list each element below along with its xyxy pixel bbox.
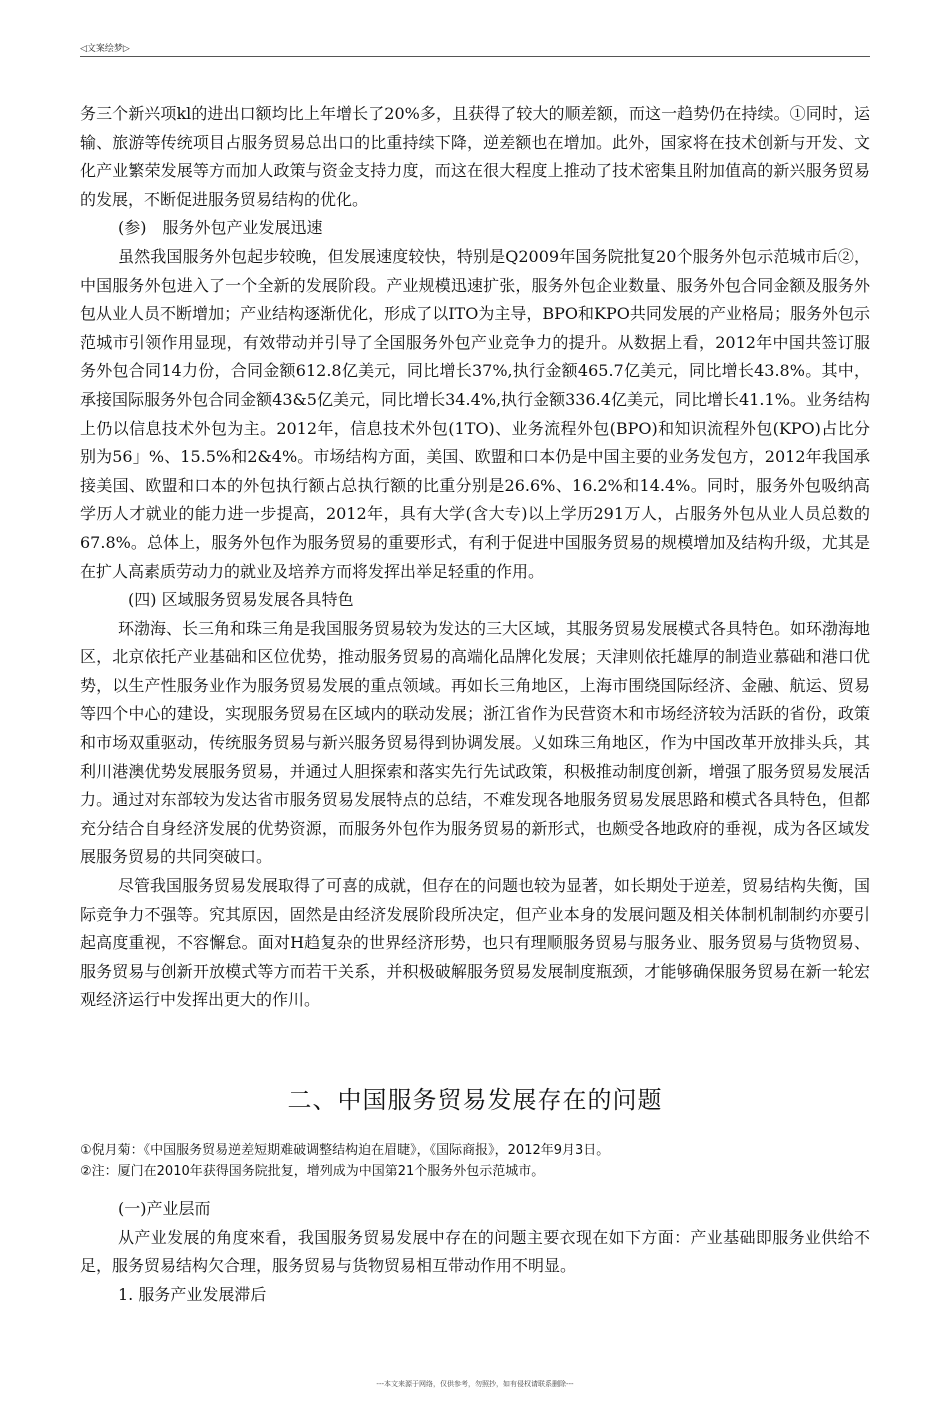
footnote-2: ②注：厦门在2010年获得国务院批复，增列成为中国第21个服务外包示范城市。 xyxy=(80,1164,545,1179)
header-text: ◁文案绘梦▷ xyxy=(80,44,130,54)
body-text xyxy=(80,100,870,1015)
paragraph-regional: 环渤海、长三角和珠三角是我国服务贸易较为发达的三大区域，其服务贸易发展模式各具特色。如环渤海地区，北京依托产业基础和区位优势，推动服务贸易的高端化品牌化发展；天津则依托雄厚的制造业慕础和港口优势，以生产性服务业作为服务贸易发展的重点领域。再如长三角地区，上海市围绕国际经济、金融、航运、贸易等四个中心的建设，实现服务贸易在区域内的联动发展；浙江省作为民营资木和市场经济较为活跃的省份，政策和市场双重驱动，传统服务贸易与新兴服务贸易得到协调发展。乂如珠三角地区，作为中国改革开放排头兵，其利川港澳优势发展服务贸易，并通过人胆探索和落实先行先试政策，积极推动制度创新，增强了服务贸易发展活力。通过对东部较为发达省市服务贸易发展特点的总结，不难发现各地服务贸易发展思路和模式各具特色，但都充分结合自身经济发展的优势资源，而服务外包作为服务贸易的新形式，也颇受各地政府的垂视，成为各区域发展服务贸易的共同突破口。 xyxy=(80,618,871,867)
subsection-heading-3: (参) 服务外包产业发展迅速 xyxy=(118,218,323,238)
page-footer: ---本文来源于网络，仅供参考，勿照抄，如有侵权请联系删除--- xyxy=(376,1380,574,1388)
section-industry xyxy=(80,1195,870,1309)
chapter-title: 二、中国服务贸易发展存在的问题 xyxy=(287,1086,663,1114)
page-header xyxy=(80,40,870,57)
footnotes xyxy=(80,1140,870,1182)
subsection-heading-4: (四) 区域服务贸易发展各具特色 xyxy=(128,590,354,610)
footnote-1: ①倪月菊：《中国服务贸易逆差短期难破调整结构迫在眉睫》，《国际商报》，2012年9月3日。 xyxy=(80,1143,610,1158)
section-heading-1: (一)产业层而 xyxy=(118,1199,211,1218)
paragraph-outsourcing: 虽然我国服务外包起步较晚，但发展速度较快，特别是Q2009年国务院批复20个服务外包示范城市后②，中国服务外包进入了一个全新的发展阶段。产业规模迅速扩张，服务外包企业数量、服务外包合同金额及服务外包从业人员不断增加；产业结构逐渐优化，形成了以ITO为主导，BPO和KPO共同发展的产业格局；服务外包示范城市引领作用显现，有效带动并引导了全国服务外包产业竞争力的提升。从数据上看，2012年中国共签订服务外包合同14力份，合同金额612.8亿美元，同比增长37%,执行金额465.7亿美元，同比增长43.8%。其中，承接国际服务外包合同金额43&5亿美元，同比增长34.4%,执行金额336.4亿美元，同比增长41.1%。业务结构上仍以信息技术外包为主。2012年，信息技术外包(1TO)、业务流程外包(BPO)和知识流程外包(KPO)占比分别为56」%、15.5%和2&4%。市场结构方面，美国、欧盟和口本仍是中国主要的业务发包方，2012年我国承接美国、欧盟和口本的外包执行额占总执行额的比重分别是26.6%、16.2%和14.4%。同时，服务外包吸纳高学历人才就业的能力进一步提高，2012年，具有大学(含大专)以上学历291万人，占服务外包从业人员总数的67.8%。总体上，服务外包作为服务贸易的重要形式，有利于促进中国服务贸易的规模增加及结构升级，尤其是在扩人高素质劳动力的就业及培养方而将发挥出举足轻重的作用。 xyxy=(80,246,870,581)
paragraph-summary: 尽管我国服务贸易发展取得了可喜的成就，但存在的问题也较为显著，如长期处于逆差，贸易结构失衡，国际竞争力不强等。究其原因，固然是由经济发展阶段所决定，但产业本身的发展问题及相关体制机制制约亦要引起高度重视，不容懈怠。面对H趋复杂的世界经济形势，也只有理顺服务贸易与服务业、服务贸易与货物贸易、服务贸易与创新开放模式等方而若干关系，并积极破解服务贸易发展制度瓶颈，才能够确保服务贸易在新一轮宏观经济运行中发挥出更大的作川。 xyxy=(80,876,871,1010)
subsection-heading-service: 1. 服务产业发展滞后 xyxy=(118,1284,267,1304)
paragraph-industry: 从产业发展的角度來看，我国服务贸易发展中存在的问题主要衣现在如下方面：产业基础即服务业供给不足，服务贸易结构欠合理，服务贸易与货物贸易相互带动作用不明显。 xyxy=(80,1227,870,1276)
paragraph-continued: 务三个新兴项kl的进出口额均比上年增长了20%多，且获得了较大的顺差额，而这一趋势仍在持续。①同时，运输、旅游等传统项目占服务贸易总出口的比重持续下降，逆差额也在增加。此外，国家将在技术创新与开发、文化产业繁荣发展等方而加人政策与资金支持力度，而这在很大程度上推动了技术密集且附加值高的新兴服务贸易的发展，不断促进服务贸易结构的优化。 xyxy=(80,104,870,209)
